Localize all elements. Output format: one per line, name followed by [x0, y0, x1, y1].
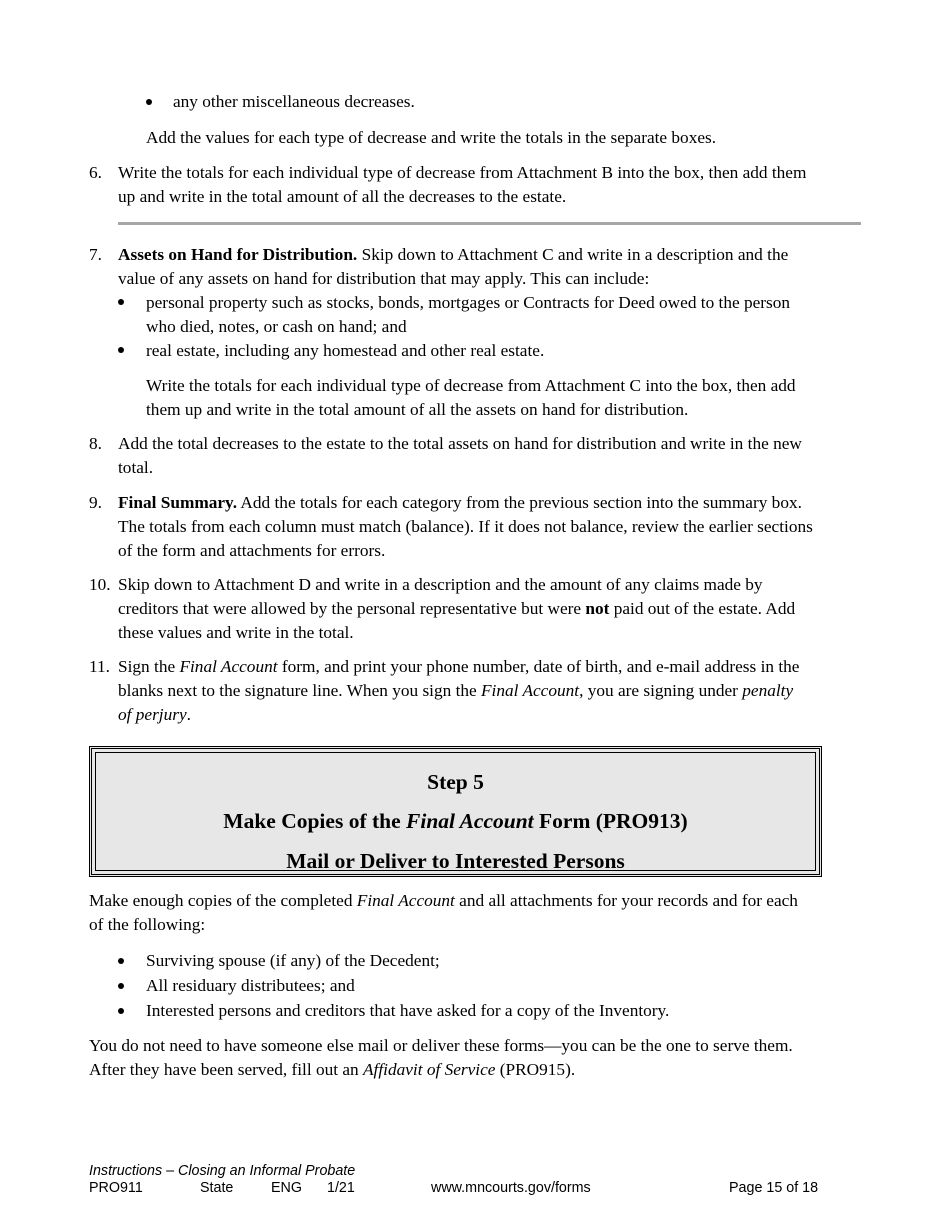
top-bullet-text: any other miscellaneous decreases.	[173, 92, 415, 111]
footer-revision: 1/21	[327, 1180, 355, 1196]
item-7-line-1: Assets on Hand for Distribution. Skip down to Attachment C and write in a description and the	[118, 245, 789, 264]
service-para-line-1: You do not need to have someone else mail or deliver these forms—you can be the one to serve them.	[89, 1036, 793, 1055]
item-10-number: 10.	[89, 575, 111, 594]
copies-para-line-2: of the following:	[89, 915, 206, 934]
item-7-bullet-2: real estate, including any homestead and other real estate.	[146, 341, 545, 360]
item-6-line-1: Write the totals for each individual type of decrease from Attachment B into the box, then add them	[118, 163, 807, 182]
bullet-icon	[118, 983, 124, 989]
item-7-heading: Assets on Hand for Distribution.	[118, 245, 358, 264]
footer-url: www.mncourts.gov/forms	[431, 1180, 591, 1196]
item-7-line-2: value of any assets on hand for distribution that may apply. This can include:	[118, 269, 650, 288]
step-5-inner-border	[95, 752, 816, 871]
item-10-line-3: these values and write in the total.	[118, 623, 354, 642]
item-11-line-1: Sign the Final Account form, and print your phone number, date of birth, and e-mail address in the	[118, 657, 800, 676]
section-divider	[118, 222, 861, 225]
bullet-icon	[118, 347, 124, 353]
item-11-line-2: blanks next to the signature line. When you sign the Final Account, you are signing under penalty	[118, 681, 794, 700]
recipient-bullet-3: Interested persons and creditors that have asked for a copy of the Inventory.	[146, 1001, 670, 1020]
footer-state: State	[200, 1180, 234, 1196]
footer-doc-title: Instructions – Closing an Informal Probate	[89, 1163, 356, 1179]
item-6-line-2: up and write in the total amount of all the decreases to the estate.	[118, 187, 567, 206]
item-7-number: 7.	[89, 245, 102, 264]
recipient-bullet-2: All residuary distributees; and	[146, 976, 355, 995]
item-10-line-2: creditors that were allowed by the personal representative but were not paid out of the estate. Add	[118, 599, 796, 618]
recipient-bullet-1: Surviving spouse (if any) of the Decedent;	[146, 951, 440, 970]
item-9-number: 9.	[89, 493, 102, 512]
step-5-box	[89, 746, 822, 877]
item-6-number: 6.	[89, 163, 102, 182]
item-7-bullet-1-line-1: personal property such as stocks, bonds, mortgages or Contracts for Deed owed to the person	[146, 293, 791, 312]
bullet-icon	[118, 958, 124, 964]
item-7-para-line-2: them up and write in the total amount of all the assets on hand for distribution.	[146, 400, 689, 419]
item-7-para-line-1: Write the totals for each individual type of decrease from Attachment C into the box, then add	[146, 376, 796, 395]
item-9-line-3: of the form and attachments for errors.	[118, 541, 386, 560]
footer-language: ENG	[271, 1180, 302, 1196]
step-subtitle-2: Mail or Deliver to Interested Persons	[286, 849, 625, 873]
footer-page-number: Page 15 of 18	[729, 1180, 819, 1196]
item-8-number: 8.	[89, 434, 102, 453]
footer-form-number: PRO911	[89, 1180, 143, 1196]
item-8-line-1: Add the total decreases to the estate to the total assets on hand for distribution and write in the new	[118, 434, 802, 453]
top-paragraph: Add the values for each type of decrease and write the totals in the separate boxes.	[146, 128, 717, 147]
item-9-line-1: Final Summary. Add the totals for each category from the previous section into the summary box.	[118, 493, 802, 512]
item-11-line-3: of perjury.	[118, 705, 191, 724]
service-para-line-2: After they have been served, fill out an Affidavit of Service (PRO915).	[89, 1060, 576, 1079]
item-10-line-1: Skip down to Attachment D and write in a description and the amount of any claims made by	[118, 575, 763, 594]
step-subtitle: Make Copies of the Final Account Form (PRO913)	[223, 809, 688, 833]
emphasis-not: not	[585, 599, 610, 618]
item-7-bullet-1-line-2: who died, notes, or cash on hand; and	[146, 317, 407, 336]
bullet-icon	[118, 1008, 124, 1014]
copies-para-line-1: Make enough copies of the completed Final Account and all attachments for your records and for each	[89, 891, 798, 910]
item-11-number: 11.	[89, 657, 110, 676]
step-title: Step 5	[427, 770, 484, 794]
bullet-icon	[146, 99, 152, 105]
item-9-line-2: The totals from each column must match (balance). If it does not balance, review the earlier sections	[118, 517, 813, 536]
item-8-line-2: total.	[118, 458, 154, 477]
bullet-icon	[118, 299, 124, 305]
item-9-heading: Final Summary.	[118, 493, 238, 512]
